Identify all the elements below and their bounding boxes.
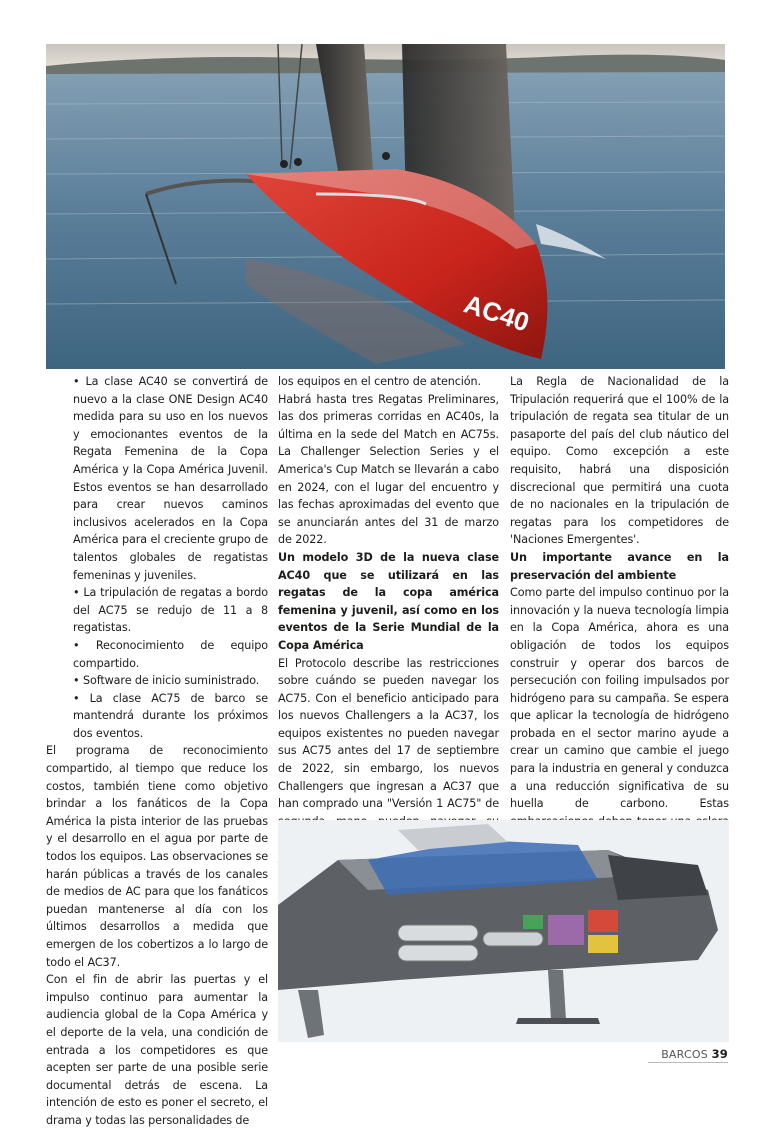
- magazine-name: BARCOS: [661, 1048, 708, 1061]
- paragraph-documentary: Con el fin de abrir las puertas y el impulso continuo para aumentar la audiencia global de la Copa América y el deporte de la vela, una condición de entrada a los competidores es que acepten ser parte de una posible serie documental detrás de escena. La intención de esto es poner el secreto, el drama y todas las personalidades de: [46, 973, 268, 1127]
- heading-environment: Un importante avance en la preservación del ambiente: [510, 550, 729, 582]
- paragraph-hydrogen-boats: Como parte del impulso continuo por la innovación y la nueva tecnología limpia en la Copa América, ahora es una obligación de todos los equipos construir y operar dos barcos de persecución con foiling impulsados por hidrógeno para su campaña. Se espera que aplicar la tecnología de hidrógeno probada en el sector marino ayude a crear un camino que cambie el juego para la industria en general y conduzca a una reducción significativa de su huella de carbono. Estas: [510, 586, 729, 811]
- text-column-1: [46, 373, 268, 1130]
- text-column-3: [510, 373, 729, 883]
- paragraph-nationality-rule: La Regla de Nacionalidad de la Tripulación requerirá que el 100% de la tripulación de regata sea titular de un pasaporte del país del club náutico del equipo. Como excepción a este requisito, habrá una disposición discrecional que permitirá una cuota de no nacionales en la tripulación de regatas para los competidores de 'Naciones Emergentes'.: [510, 375, 729, 547]
- page-footer: [661, 1047, 728, 1061]
- hull-label: AC40: [460, 288, 533, 338]
- bullet-ac75-class: • La clase AC75 de barco se mantendrá durante los próximos dos eventos.: [73, 691, 268, 740]
- paragraph-protocol-restrictions: El Protocolo describe las restricciones sobre cuándo se pueden navegar los AC75. Con el beneficio anticipado para los nuevos Challengers a la AC37, los equipos existentes no pueden navegar sus AC75 antes del 17 de septiembre de 2022, sin embargo, los nuevos Challengers que ingresan a AC37 que han comprado una "Versión 1 AC75" de: [278, 656, 499, 811]
- bullet-shared-recon: • Reconocimiento de equipo compartido.: [73, 638, 268, 670]
- caption-3d-model: Un modelo 3D de la nueva clase AC40 que se utilizará en las regatas de la copa américa femenina y juvenil, así como en los eventos de la Serie Mundial de la Copa América: [278, 550, 499, 652]
- paragraph-recon-program: El programa de reconocimiento compartido, al tiempo que reduce los costos, también tiene como objetivo brindar a los fanáticos de la Copa América la pista interior de las pruebas y el desarrollo en el agua por parte de todos los equipos. Las observaciones se harán públicas a través de los canales de medios de AC para que los fanáticos puedan mantenerse al día con los últimos desarrollos a medida que emergen de los cobertizos a lo largo de todo el AC37.: [46, 744, 268, 969]
- page-number: 39: [711, 1047, 728, 1061]
- paragraph-teams-spotlight: los equipos en el centro de atención.: [278, 375, 482, 388]
- bullet-ac40-class: • La clase AC40 se convertirá de nuevo a la clase ONE Design AC40 medida para su uso en los nuevos y emocionantes eventos de la Regata Femenina de la Copa América y la Copa América Juvenil. Estos eventos se han desarrollado para crear nuevos caminos inclusivos acelerados en la Copa América para el creciente grupo de talentos globales de regatistas femeninas y juveniles.: [73, 375, 268, 582]
- text-column-2: [278, 373, 499, 866]
- bullet-crew-reduction: • La tripulación de regatas a bordo del AC75 se redujo de 11 a 8 regatistas.: [73, 586, 268, 635]
- chase-boat-cutaway-illustration: [278, 820, 729, 1042]
- hero-photo-ac40: [46, 44, 725, 369]
- bullet-start-software: • Software de inicio suministrado.: [73, 674, 260, 688]
- hydrogen-chase-boat-render: [278, 820, 729, 1042]
- paragraph-preliminary-regattas: Habrá hasta tres Regatas Preliminares, las dos primeras corridas en AC40s, la última en la sede del Match en AC75s. La Challenger Selection Series y el America's Cup Match se llevarán a cabo en 2024, con el lugar del encuentro y las fechas aproximadas del evento que se anunciarán antes del 31 de marzo de 2022.: [278, 392, 499, 547]
- footer-rule: [648, 1062, 728, 1063]
- ac40-boat-illustration: [46, 44, 725, 369]
